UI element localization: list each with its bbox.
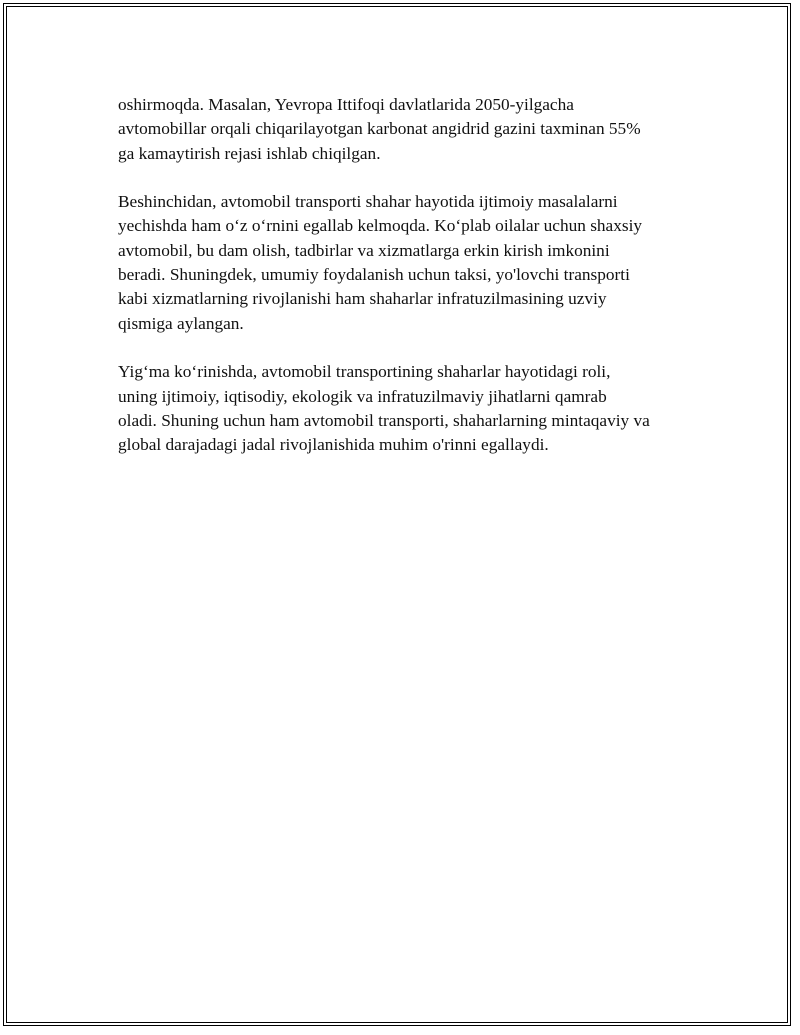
paragraph-2 xyxy=(118,190,698,336)
text-line: oshirmoqda. Masalan, Yevropa Ittifoqi davlatlarida 2050-yilgacha xyxy=(118,95,574,114)
text-line: beradi. Shuningdek, umumiy foydalanish uchun taksi, yo'lovchi transporti xyxy=(118,265,630,285)
text-line: oladi. Shuning uchun ham avtomobil transporti, shaharlarning mintaqaviy va xyxy=(118,410,650,430)
text-line: ga kamaytirish rejasi ishlab chiqilgan. xyxy=(118,143,381,163)
text-line: Yig‘ma ko‘rinishda, avtomobil transportining shaharlar hayotidagi roli, xyxy=(118,362,611,382)
text-line: avtomobil, bu dam olish, tadbirlar va xizmatlarga erkin kirish imkonini xyxy=(118,240,610,260)
paragraph-3 xyxy=(118,360,698,457)
text-line: uning ijtimoiy, iqtisodiy, ekologik va infratuzilmaviy jihatlarni qamrab xyxy=(118,386,607,406)
text-line: qismiga aylangan. xyxy=(118,313,244,333)
text-line: kabi xizmatlarning rivojlanishi ham shaharlar infratuzilmasining uzviy xyxy=(118,289,607,309)
text-line: Beshinchidan, avtomobil transporti shahar hayotida ijtimoiy masalalarni xyxy=(118,192,618,212)
text-line: avtomobillar orqali chiqarilayotgan karbonat angidrid gazini taxminan 55% xyxy=(118,119,641,139)
paragraph-1 xyxy=(118,93,698,166)
text-line: yechishda ham o‘z o‘rnini egallab kelmoqda. Ko‘plab oilalar uchun shaxsiy xyxy=(118,216,643,236)
text-line: global darajadagi jadal rivojlanishida muhim o'rinni egallaydi. xyxy=(118,435,549,455)
document-body xyxy=(118,93,698,482)
